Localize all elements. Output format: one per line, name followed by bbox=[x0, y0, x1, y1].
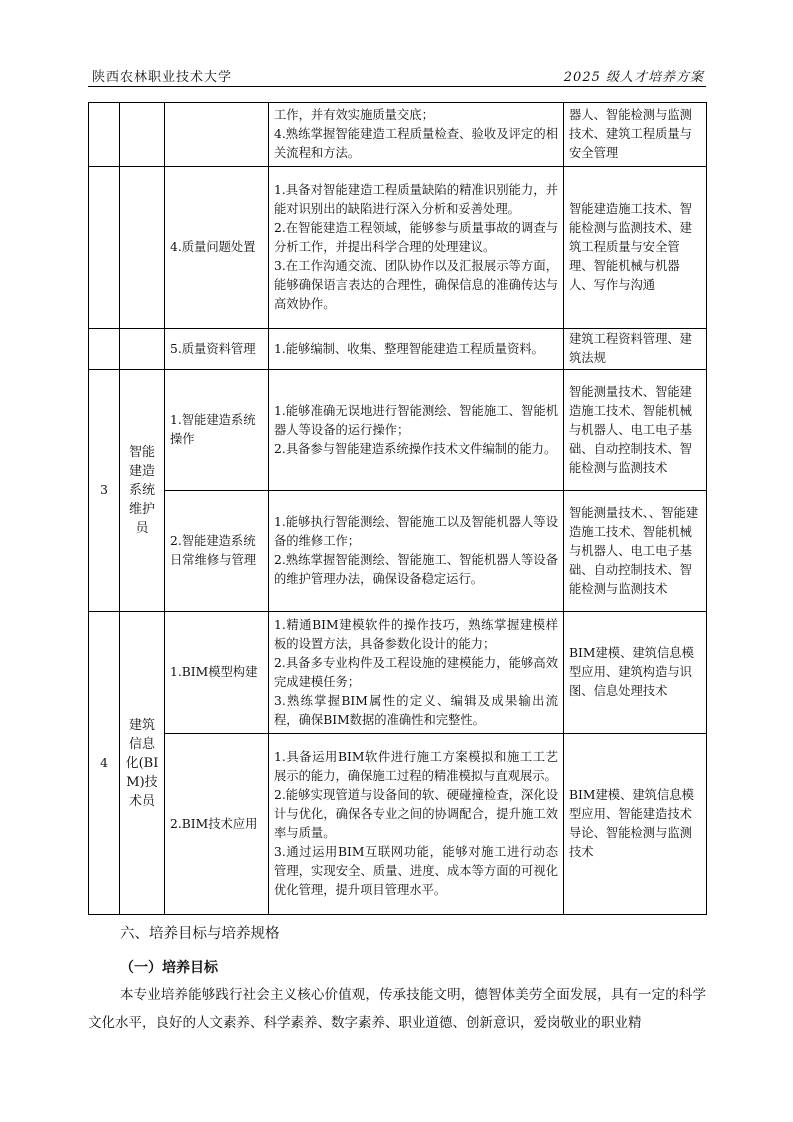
task-cell bbox=[165, 103, 269, 167]
course-cell: 智能建造施工技术、智能检测与监测技术、建筑工程质量与安全管理、智能机械与机器人、写作与沟通 bbox=[564, 167, 707, 329]
number-cell bbox=[89, 167, 120, 329]
subsection-heading: （一）培养目标 bbox=[120, 960, 218, 976]
table-row bbox=[89, 612, 707, 734]
course-cell: BIM建模、建筑信息模型应用、智能建造技术导论、智能检测与监测技术 bbox=[564, 734, 707, 915]
requirement-cell: 1.具备对智能建造工程质量缺陷的精准识别能力，并能对识别出的缺陷进行深入分析和妥善处理。 2.在智能建造工程领域，能够参与质量事故的调查与分析工作，并提出科学合理的处理建议。 3.在工作沟通交流、团队协作以及汇报展示等方面，能够确保语言表达的合理性，确保信息的准确传达与高效协作。 bbox=[269, 167, 564, 329]
number-cell bbox=[89, 103, 120, 167]
table-row bbox=[89, 329, 707, 370]
course-cell: 智能测量技术、智能建造施工技术、智能机械与机器人、电工电子基础、自动控制技术、智能检测与监测技术 bbox=[564, 370, 707, 491]
plan-title: 2025 级人才培养方案 bbox=[563, 70, 704, 85]
task-cell: 1.智能建造系统操作 bbox=[165, 370, 269, 491]
task-cell: 1.BIM模型构建 bbox=[165, 612, 269, 734]
body-paragraph: 本专业培养能够践行社会主义核心价值观，传承技能文明，德智体美劳全面发展，具有一定的科学文化水平，良好的人文素养、科学素养、数字素养、职业道德、创新意识，爱岗敬业的职业精 bbox=[88, 987, 706, 1031]
requirement-cell: 1.能够准确无误地进行智能测绘、智能施工、智能机器人等设备的运行操作； 2.具备参与智能建造系统操作技术文件编制的能力。 bbox=[269, 370, 564, 491]
table-row bbox=[89, 491, 707, 612]
row-number: 4 bbox=[89, 612, 120, 915]
table-row bbox=[89, 167, 707, 329]
requirement-cell: 1.能够执行智能测绘、智能施工以及智能机器人等设备的维修工作； 2.熟练掌握智能测绘、智能施工、智能机器人等设备的维护管理办法，确保设备稳定运行。 bbox=[269, 491, 564, 612]
role-cell bbox=[120, 103, 165, 167]
requirement-cell: 1.精通BIM建模软件的操作技巧，熟练掌握建模样板的设置方法，具备参数化设计的能力； 2.具备多专业构件及工程设施的建模能力，能够高效完成建模任务； 3.熟练掌握BIM属性的定义、编辑及成果输出流程，确保BIM数据的准确性和完整性。 bbox=[269, 612, 564, 734]
table-row bbox=[89, 370, 707, 491]
course-cell: BIM建模、建筑信息模型应用、建筑构造与识图、信息处理技术 bbox=[564, 612, 707, 734]
job-role: 建筑信息化(BIM)技术员 bbox=[120, 612, 165, 915]
task-cell: 2.BIM技术应用 bbox=[165, 734, 269, 915]
section-heading: 六、培养目标与培养规格 bbox=[120, 926, 280, 942]
task-cell: 5.质量资料管理 bbox=[165, 329, 269, 370]
requirement-cell: 1.能够编制、收集、整理智能建造工程质量资料。 bbox=[269, 329, 564, 370]
course-cell: 智能测量技术、、智能建造施工技术、智能机械与机器人、电工电子基础、自动控制技术、智能检测与监测技术 bbox=[564, 491, 707, 612]
course-cell: 建筑工程资料管理、建筑法规 bbox=[564, 329, 707, 370]
school-name: 陕西农林职业技术大学 bbox=[92, 70, 233, 85]
course-cell: 器人、智能检测与监测技术、建筑工程质量与安全管理 bbox=[564, 103, 707, 167]
page-header bbox=[88, 64, 706, 87]
task-cell: 2.智能建造系统日常维修与管理 bbox=[165, 491, 269, 612]
role-cell bbox=[120, 329, 165, 370]
row-number: 3 bbox=[89, 370, 120, 612]
job-task-table bbox=[88, 102, 707, 915]
requirement-cell: 1.具备运用BIM软件进行施工方案模拟和施工工艺展示的能力，确保施工过程的精准模拟与直观展示。 2.能够实现管道与设备间的软、硬碰撞检查，深化设计与优化，确保各专业之间的协调配合，提升施工效率与质量。 3.通过运用BIM互联网功能，能够对施工进行动态管理，实现安全、质量、进度、成本等方面的可视化优化管理，提升项目管理水平。 bbox=[269, 734, 564, 915]
task-cell: 4.质量问题处置 bbox=[165, 167, 269, 329]
requirement-cell: 工作，并有效实施质量交底； 4.熟练掌握智能建造工程质量检查、验收及评定的相关流程和方法。 bbox=[269, 103, 564, 167]
job-role: 智能建造系统维护员 bbox=[120, 370, 165, 612]
role-cell bbox=[120, 167, 165, 329]
table-row bbox=[89, 103, 707, 167]
table-row bbox=[89, 734, 707, 915]
number-cell bbox=[89, 329, 120, 370]
